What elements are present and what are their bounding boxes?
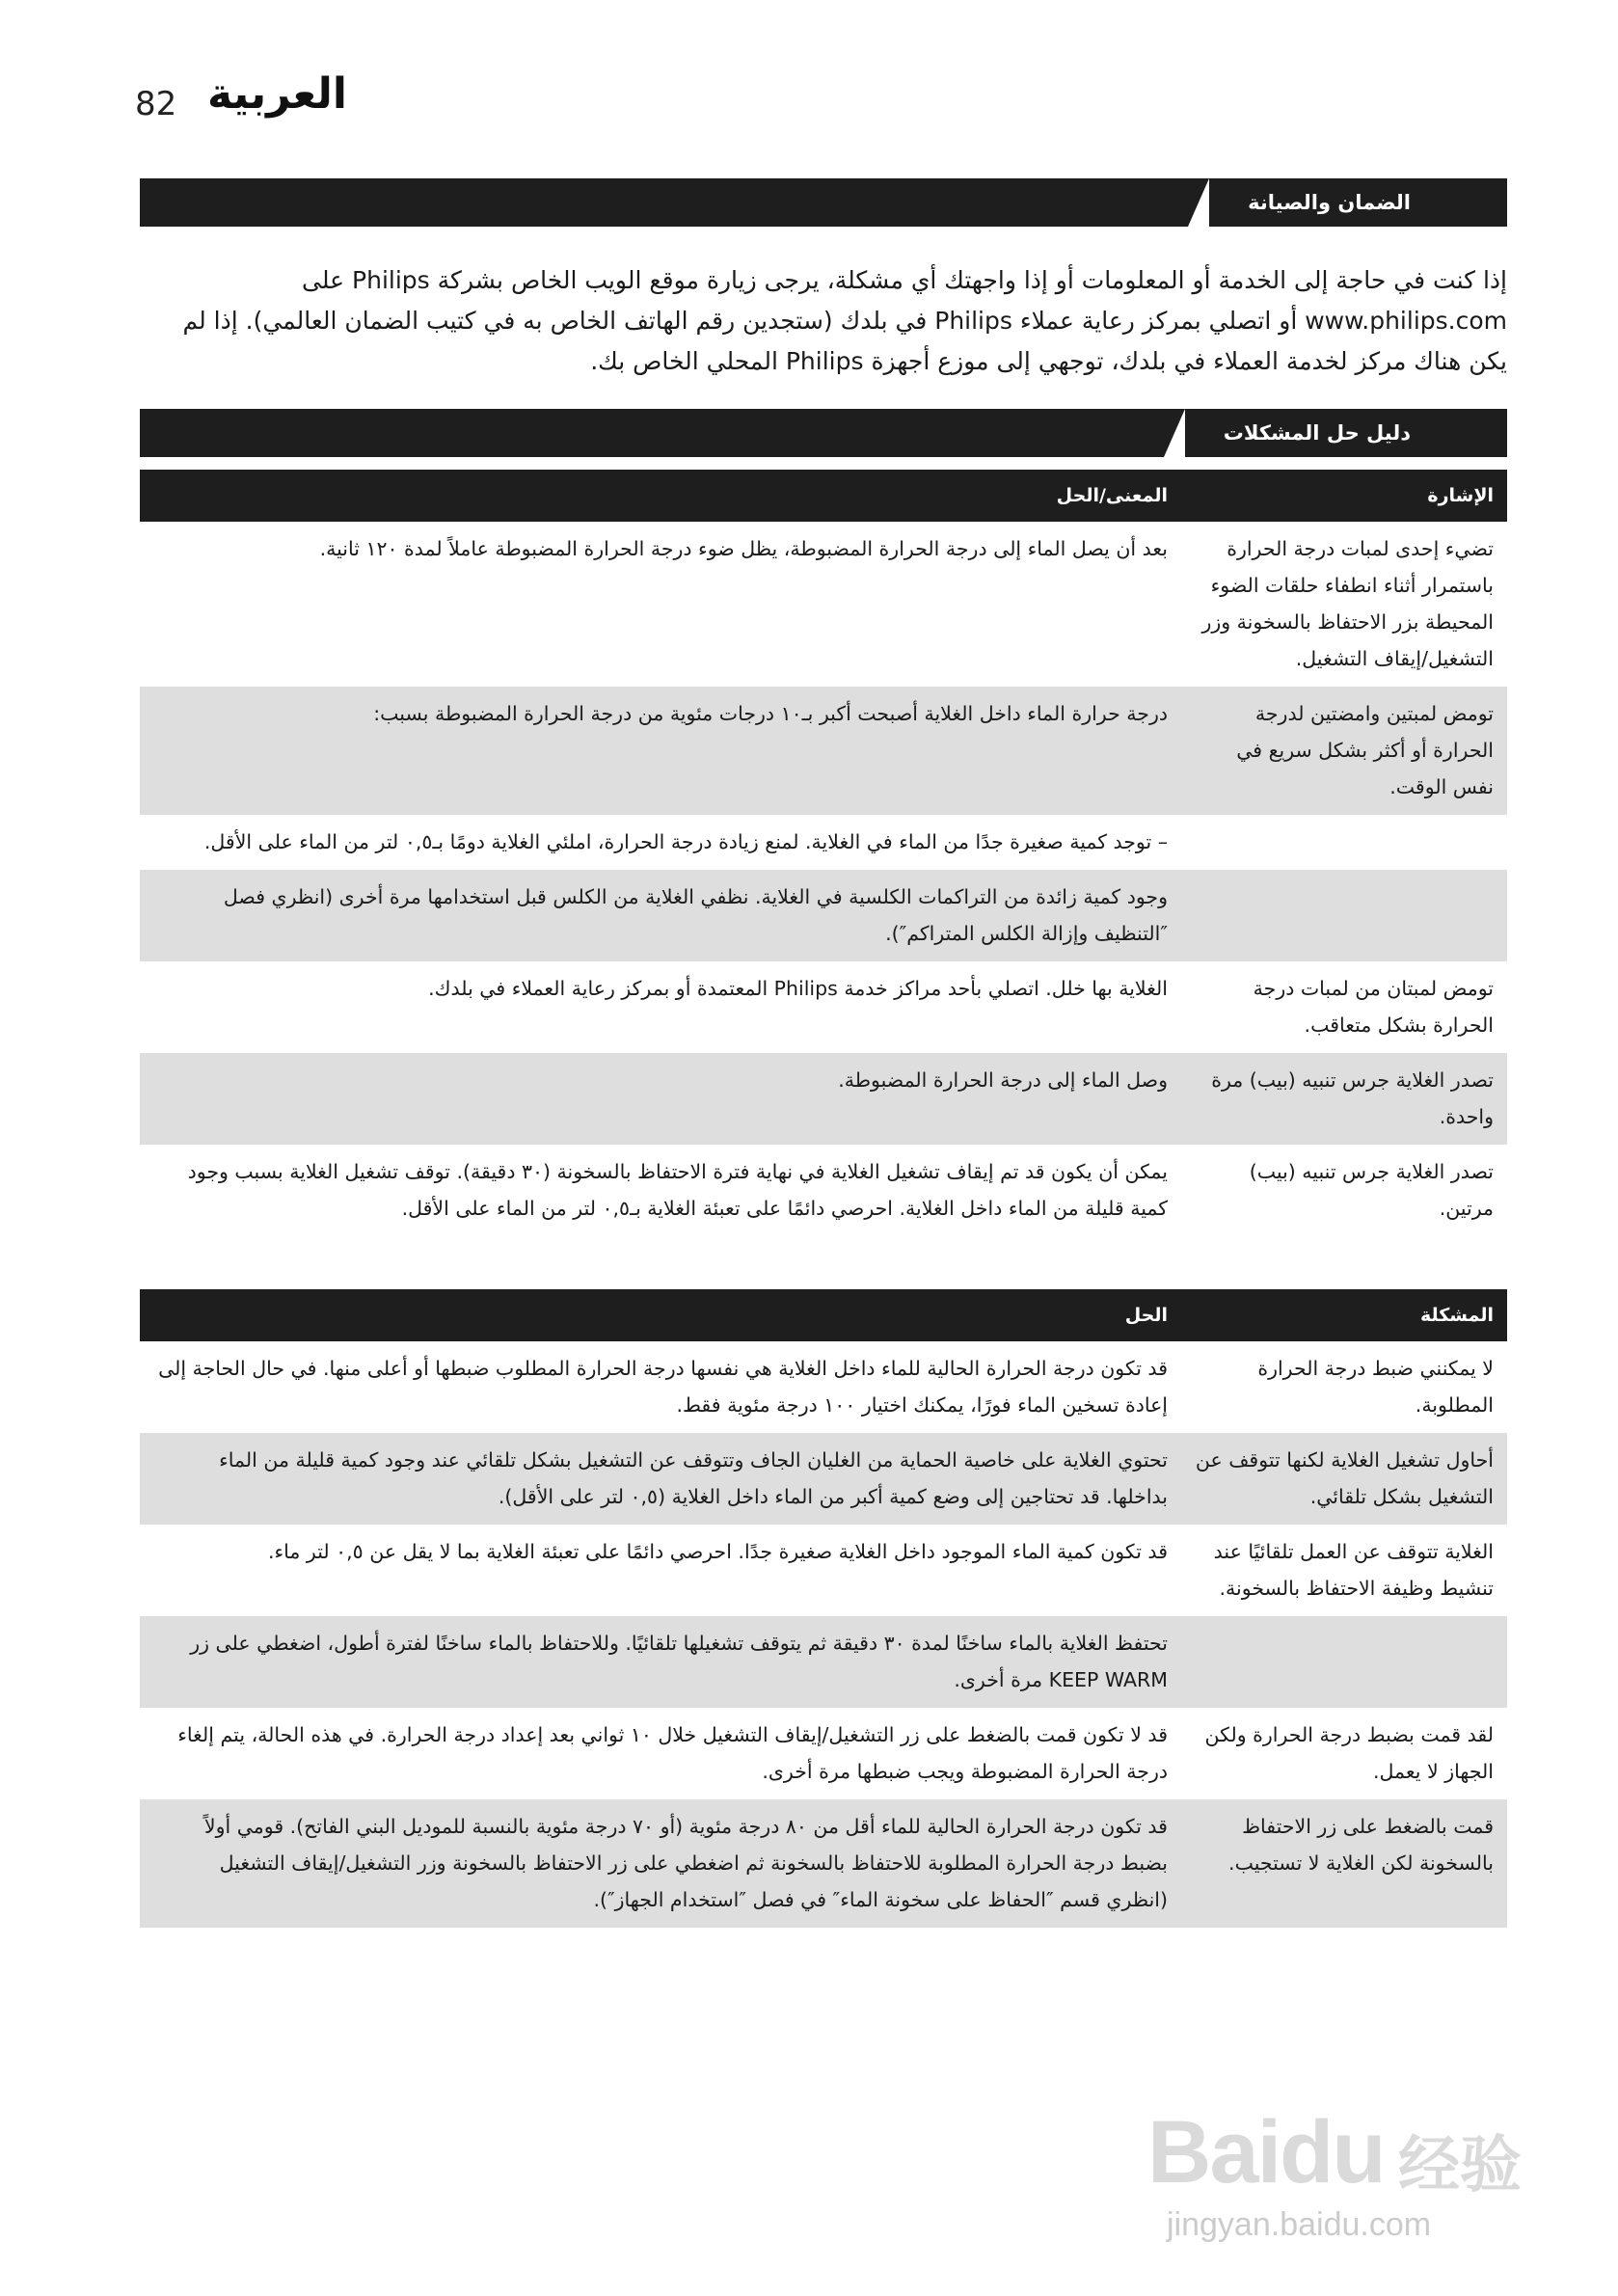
indicator-table-header [140, 470, 1507, 522]
indicator-cell: تصدر الغلاية جرس تنبيه (بيب) مرتين. [1249, 1160, 1494, 1220]
indicator-cell [1181, 815, 1507, 870]
watermark-cn: 经验 [1398, 2130, 1522, 2201]
problem-cell: قمت بالضغط على زر الاحتفاظ بالسخونة لكن الغلاية لا تستجيب. [1181, 1799, 1507, 1928]
indicator-cell [1181, 870, 1507, 961]
problem-cell: لا يمكنني ضبط درجة الحرارة المطلوبة. [1257, 1357, 1494, 1417]
solution-cell: قد تكون درجة الحرارة الحالية للماء أقل من ٨٠ درجة مئوية (أو ٧٠ درجة مئوية بالنسبة للموديل البني الفاتح). قومي أولاً بضبط درجة الحرارة المطلوبة للاحتفاظ بالسخونة ثم اضغطي على زر الاحتفاظ بالسخونة وزر التشغيل/إيقاف التشغيل (انظري قسم ″الحفاظ على سخونة الماء″ في فصل ″استخدام الجهاز″). [140, 1799, 1181, 1928]
troubleshooting-section-title: دليل حل المشكلات [1185, 409, 1457, 457]
warranty-section-bar [140, 178, 1507, 227]
indicator-cell: تضيء إحدى لمبات درجة الحرارة باستمرار أثناء انطفاء حلقات الضوء المحيطة بزر الاحتفاظ بالسخونة وزر التشغيل/إيقاف التشغيل. [1201, 537, 1494, 670]
solution-cell: تحتوي الغلاية على خاصية الحماية من الغليان الجاف وتتوقف عن التشغيل بشكل تلقائي عند وجود كمية قليلة من الماء بداخلها. قد تحتاجين إلى وضع كمية أكبر من الماء داخل الغلاية (٠,٥ لتر على الأقل). [140, 1433, 1181, 1525]
meaning-cell: الغلاية بها خلل. اتصلي بأحد مراكز خدمة Philips المعتمدة أو بمركز رعاية العملاء في بلدك. [428, 977, 1168, 1000]
indicator-cell: تومض لمبتين وامضتين لدرجة الحرارة أو أكثر بشكل سريع في نفس الوقت. [1181, 687, 1507, 815]
indicator-cell: تومض لمبتان من لمبات درجة الحرارة بشكل متعاقب. [1253, 977, 1494, 1037]
meaning-cell: – توجد كمية صغيرة جدًا من الماء في الغلاية. لمنع زيادة درجة الحرارة، املئي الغلاية دومًا بـ٠,٥ لتر من الماء على الأقل. [203, 830, 1168, 853]
solution-cell: قد تكون درجة الحرارة الحالية للماء داخل الغلاية هي نفسها درجة الحرارة المطلوب ضبطها أو أعلى منها. في حال الحاجة إلى إعادة تسخين الماء فورًا، يمكنك اختيار ١٠٠ درجة مئوية فقط. [158, 1357, 1168, 1417]
table-row [140, 522, 1507, 687]
page-language-heading: العربية [207, 69, 347, 119]
problem-cell: الغلاية تتوقف عن العمل تلقائيًا عند تنشيط وظيفة الاحتفاظ بالسخونة. [1213, 1540, 1494, 1600]
table-row [140, 1525, 1507, 1616]
table-row [140, 1708, 1507, 1799]
baidu-watermark [1147, 2083, 1552, 2256]
indicator-cell: تصدر الغلاية جرس تنبيه (بيب) مرة واحدة. [1181, 1053, 1507, 1145]
troubleshooting-section-bar [140, 409, 1507, 457]
solution-cell: قد لا تكون قمت بالضغط على زر التشغيل/إيقاف التشغيل خلال ١٠ ثواني بعد إعداد درجة الحرارة. في هذه الحالة، يتم إلغاء درجة الحرارة المضبوطة ويجب ضبطها مرة أخرى. [177, 1723, 1168, 1783]
watermark-url: jingyan.baidu.com [1167, 2206, 1432, 2243]
page-number: 82 [135, 85, 177, 123]
meaning-cell: درجة حرارة الماء داخل الغلاية أصبحت أكبر بـ١٠ درجات مئوية من درجة الحرارة المضبوطة بسبب: [140, 687, 1181, 815]
table-row [140, 1616, 1507, 1708]
solution-cell: تحتفظ الغلاية بالماء ساخنًا لمدة ٣٠ دقيقة ثم يتوقف تشغيلها تلقائيًا. وللاحتفاظ بالماء ساخنًا لفترة أطول، اضغطي على زر KEEP WARM مرة أخرى. [140, 1616, 1181, 1708]
meaning-column-header: المعنى/الحل [140, 470, 1181, 522]
table-row [140, 1433, 1507, 1525]
table-row [140, 1145, 1507, 1236]
table-row [140, 1799, 1507, 1928]
problem-cell [1181, 1616, 1507, 1708]
warranty-paragraph [140, 260, 1507, 382]
problem-table [140, 1289, 1507, 1928]
meaning-cell: وصل الماء إلى درجة الحرارة المضبوطة. [140, 1053, 1181, 1145]
table-row [140, 1053, 1507, 1145]
watermark-brand: Baidu [1147, 2103, 1385, 2201]
problem-column-header: المشكلة [1181, 1289, 1507, 1341]
meaning-cell: يمكن أن يكون قد تم إيقاف تشغيل الغلاية في نهاية فترة الاحتفاظ بالسخونة (٣٠ دقيقة). توقف تشغيل الغلاية بسبب وجود كمية قليلة من الماء داخل الغلاية. احرصي دائمًا على تعبئة الغلاية بـ٠,٥ لتر من الماء على الأقل. [187, 1160, 1168, 1220]
meaning-cell: وجود كمية زائدة من التراكمات الكلسية في الغلاية. نظفي الغلاية من الكلس قبل استخدامها مرة أخرى (انظري فصل ″التنظيف وإزالة الكلس المتراكم″). [140, 870, 1181, 961]
problem-cell: لقد قمت بضبط درجة الحرارة ولكن الجهاز لا يعمل. [1204, 1723, 1494, 1783]
problem-cell: أحاول تشغيل الغلاية لكنها تتوقف عن التشغيل بشكل تلقائي. [1181, 1433, 1507, 1525]
warranty-section-title: الضمان والصيانة [1209, 178, 1457, 227]
indicator-table [140, 470, 1507, 1236]
table-row [140, 870, 1507, 961]
table-row [140, 815, 1507, 870]
meaning-cell: بعد أن يصل الماء إلى درجة الحرارة المضبوطة، يظل ضوء درجة الحرارة المضبوطة عاملاً لمدة ١٢٠ ثانية. [319, 537, 1168, 560]
warranty-text: إذا كنت في حاجة إلى الخدمة أو المعلومات أو إذا واجهتك أي مشكلة، يرجى زيارة موقع الويب الخاص بشركة Philips على www.philips.com أو اتصلي بمركز رعاية عملاء Philips في بلدك (ستجدين رقم الهاتف الخاص به في كتيب الضمان العالمي). إذا لم يكن هناك مركز لخدمة العملاء في بلدك، توجهي إلى موزع أجهزة Philips المحلي الخاص بك. [182, 266, 1507, 375]
table-row [140, 687, 1507, 815]
table-row [140, 961, 1507, 1053]
solution-cell: قد تكون كمية الماء الموجود داخل الغلاية صغيرة جدًا. احرصي دائمًا على تعبئة الغلاية بما لا يقل عن ٠,٥ لتر ماء. [267, 1540, 1168, 1563]
indicator-column-header: الإشارة [1181, 470, 1507, 522]
problem-table-header [140, 1289, 1507, 1341]
solution-column-header: الحل [140, 1289, 1181, 1341]
table-row [140, 1341, 1507, 1433]
